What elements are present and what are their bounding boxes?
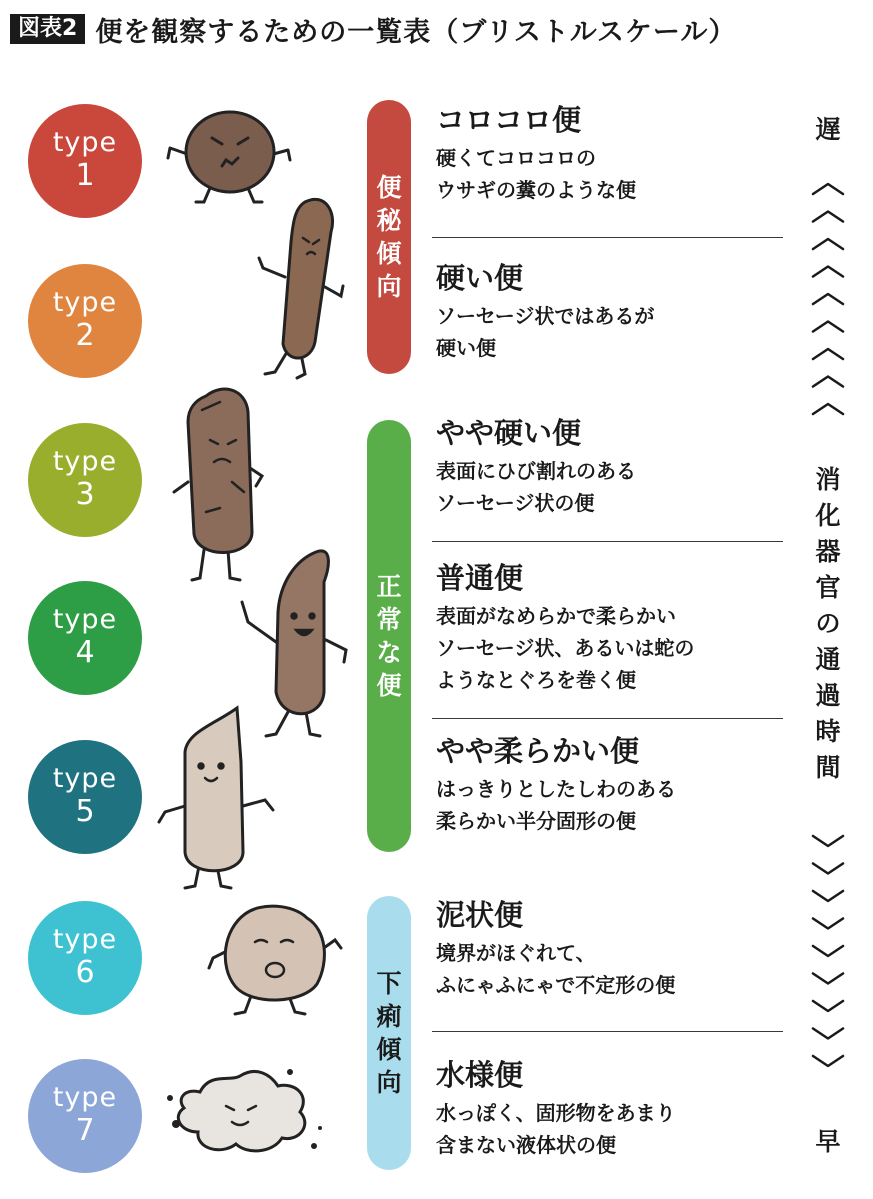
type-6-desc-line-1: 境界がほぐれて、 [436, 941, 596, 965]
type-4-desc-line-1: 表面がなめらかで柔らかい [436, 604, 676, 628]
divider [432, 718, 783, 719]
type-5-prefix: type [52, 763, 118, 794]
chevron-up-icon [813, 267, 843, 277]
type-2-prefix: type [52, 287, 118, 318]
type-6-name: 泥状便 [436, 898, 524, 932]
type-7-prefix: type [52, 1082, 118, 1113]
type-6-entry [436, 897, 675, 1001]
category-normal-char-4: 便 [376, 671, 402, 700]
chevron-up-icon-stack [808, 178, 848, 423]
divider [432, 541, 783, 542]
chevron-up-icon [813, 349, 843, 359]
type-1-entry [436, 102, 636, 206]
scale-label-char-7: 過 [815, 681, 841, 710]
type-2-number: 2 [75, 318, 95, 353]
category-normal-pill [367, 420, 411, 852]
category-diarrhea-char-1: 下 [376, 969, 402, 998]
scale-label-char-6: 通 [815, 645, 841, 674]
divider [432, 237, 783, 238]
type-7-name: 水様便 [436, 1058, 524, 1092]
type-4-entry [436, 560, 694, 696]
scale-label-char-1: 消 [815, 465, 841, 494]
chevron-down-icon [813, 1056, 843, 1066]
type-5-name: やや柔らかい便 [436, 734, 640, 768]
figure-header [10, 12, 736, 46]
type-4-number: 4 [75, 635, 95, 670]
type-4-desc-line-3: ようなとぐろを巻く便 [436, 668, 636, 692]
chevron-down-icon [813, 891, 843, 901]
type-4-desc-line-2: ソーセージ状、あるいは蛇の [436, 636, 695, 660]
type-6-circle [28, 901, 142, 1015]
category-constipation-char-4: 向 [376, 272, 402, 301]
type-7-poop-character-icon [160, 1062, 330, 1162]
type-2-name: 硬い便 [436, 261, 524, 295]
type-1-name: コロコロ便 [436, 103, 582, 137]
scale-label-char-3: 器 [815, 537, 841, 566]
chevron-down-icon [813, 836, 843, 846]
type-6-prefix: type [52, 924, 118, 955]
type-6-poop-character-icon [205, 900, 345, 1020]
category-normal-char-2: 常 [376, 605, 402, 634]
type-5-number: 5 [75, 794, 95, 829]
type-2-poop-character-icon [245, 192, 355, 388]
type-5-circle [28, 740, 142, 854]
category-constipation-char-3: 傾 [376, 239, 402, 268]
scale-transit-time-label [813, 462, 843, 786]
category-normal-char-3: な [376, 638, 402, 667]
figure-title: 便を観察するための一覧表（ブリストルスケール） [95, 16, 737, 48]
category-diarrhea-pill [367, 896, 411, 1170]
scale-label-char-9: 間 [815, 753, 841, 782]
type-1-circle [28, 104, 142, 218]
type-7-desc-line-2: 含まない液体状の便 [436, 1133, 616, 1157]
category-constipation-char-1: 便 [376, 173, 402, 202]
figure-badge: 図表2 [10, 14, 85, 44]
type-4-name: 普通便 [436, 561, 524, 595]
type-2-entry [436, 260, 654, 364]
type-3-circle [28, 423, 142, 537]
type-7-number: 7 [75, 1113, 95, 1148]
chevron-down-icon [813, 919, 843, 929]
category-normal-char-1: 正 [376, 572, 402, 601]
type-2-circle [28, 264, 142, 378]
scale-label-char-5: の [815, 609, 841, 638]
type-3-prefix: type [52, 446, 118, 477]
scale-label-char-8: 時 [815, 717, 841, 746]
type-6-desc-line-2: ふにゃふにゃで不定形の便 [436, 973, 676, 997]
divider [432, 1031, 783, 1032]
type-3-desc-line-1: 表面にひび割れのある [436, 459, 636, 483]
type-7-circle [28, 1059, 142, 1173]
type-1-prefix: type [52, 127, 118, 158]
chevron-up-icon [813, 377, 843, 387]
scale-slow-label: 遅 [815, 115, 841, 144]
type-3-name: やや硬い便 [436, 416, 582, 450]
chevron-down-icon [813, 1001, 843, 1011]
type-5-entry [436, 733, 676, 837]
type-3-entry [436, 415, 636, 519]
chevron-down-icon [813, 864, 843, 874]
chevron-up-icon [813, 184, 843, 194]
type-2-desc-line-2: 硬い便 [436, 336, 496, 360]
type-3-number: 3 [75, 477, 95, 512]
type-6-number: 6 [75, 955, 95, 990]
category-diarrhea-char-4: 向 [376, 1068, 402, 1097]
scale-label-char-2: 化 [815, 501, 841, 530]
type-2-desc-line-1: ソーセージ状ではあるが [436, 304, 655, 328]
category-diarrhea-char-2: 痢 [376, 1002, 402, 1031]
chevron-up-icon [813, 322, 843, 332]
type-1-desc-line-1: 硬くてコロコロの [436, 146, 596, 170]
type-4-circle [28, 581, 142, 695]
chevron-down-icon [813, 1029, 843, 1039]
scale-label-char-4: 官 [815, 573, 841, 602]
type-5-poop-character-icon [155, 702, 285, 894]
type-7-desc-line-1: 水っぽく、固形物をあまり [436, 1101, 676, 1125]
type-4-prefix: type [52, 604, 118, 635]
type-7-entry [436, 1057, 676, 1161]
scale-fast-label: 早 [815, 1127, 841, 1156]
category-diarrhea-char-3: 傾 [376, 1035, 402, 1064]
type-1-number: 1 [75, 158, 95, 193]
type-1-desc-line-2: ウサギの糞のような便 [436, 178, 636, 202]
chevron-down-icon [813, 974, 843, 984]
category-constipation-pill [367, 100, 411, 374]
chevron-down-icon-stack [808, 830, 848, 1075]
type-5-desc-line-1: はっきりとしたしわのある [436, 777, 676, 801]
category-constipation-char-2: 秘 [376, 206, 402, 235]
type-5-desc-line-2: 柔らかい半分固形の便 [436, 809, 636, 833]
chevron-up-icon [813, 239, 843, 249]
chevron-down-icon [813, 946, 843, 956]
chevron-up-icon [813, 404, 843, 414]
chevron-up-icon [813, 294, 843, 304]
chevron-up-icon [813, 212, 843, 222]
type-3-desc-line-2: ソーセージ状の便 [436, 491, 595, 515]
